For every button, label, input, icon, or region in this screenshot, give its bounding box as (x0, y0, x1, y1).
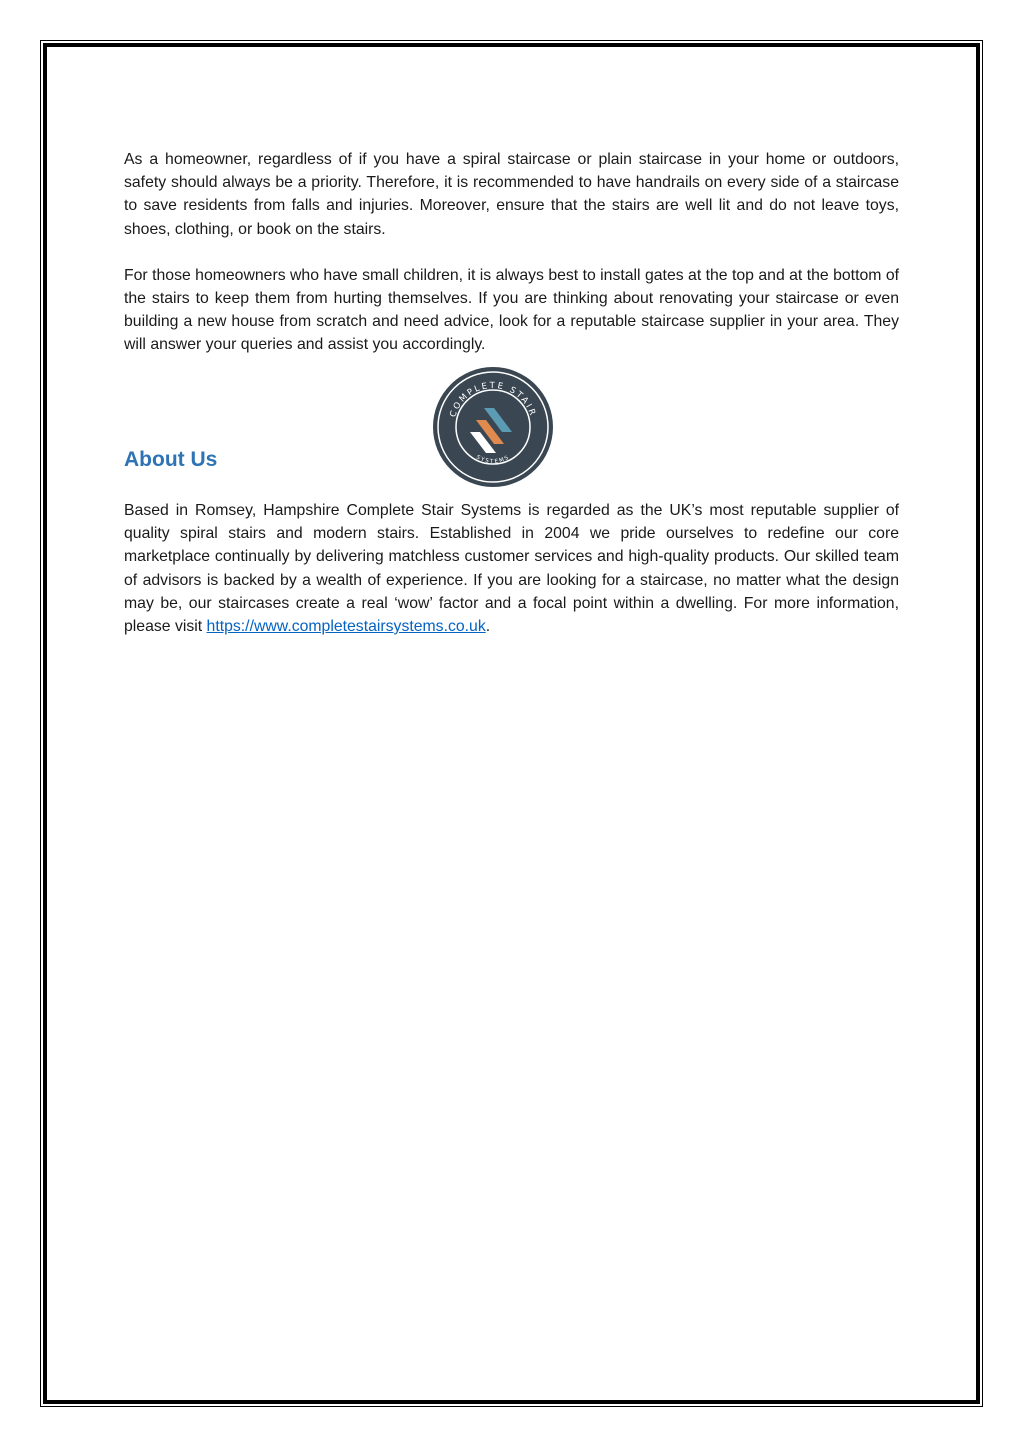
website-link[interactable]: https://www.completestairsystems.co.uk (206, 618, 486, 636)
logo-text-top: COMPLETE STAIR (448, 380, 538, 419)
about-trailing-period: . (485, 618, 491, 636)
paragraph-children: For those homeowners who have small children, it is always best to install gates at the top and at the bottom of the stairs to keep them from hurting themselves. If you are thinking about renovating your staircase or even building a new house from scratch and need advice, look for a reputable staircase supplier in your area. They will answer your queries and assist you accordingly. (124, 266, 899, 354)
about-text: Based in Romsey, Hampshire Complete Stair Systems is regarded as the UK’s most reputable supplier of quality spiral stairs and modern stairs. Established in 2004 we pride ourselves to redefine our core marketplace continually by delivering matchless customer services and high-quality products. Our skilled team of advisors is backed by a wealth of experience. If you are looking for a staircase, no matter what the design may be, our staircases create a real ‘wow’ factor and a focal point within a dwelling. For more information, please visit (124, 502, 899, 636)
company-logo (432, 366, 554, 488)
logo-graphic (432, 366, 554, 488)
about-section (124, 499, 899, 638)
logo-text-bottom: SYSTEMS (474, 454, 512, 466)
intro-section (124, 148, 899, 357)
paragraph-safety: As a homeowner, regardless of if you have a spiral staircase or plain staircase in your home or outdoors, safety should always be a priority. Therefore, it is recommended to have handrails on every side of a staircase to save residents from falls and injuries. Moreover, ensure that the stairs are well lit and do not leave toys, shoes, clothing, or book on the stairs. (124, 151, 899, 238)
about-paragraph (124, 499, 899, 638)
about-heading: About Us (124, 448, 218, 471)
